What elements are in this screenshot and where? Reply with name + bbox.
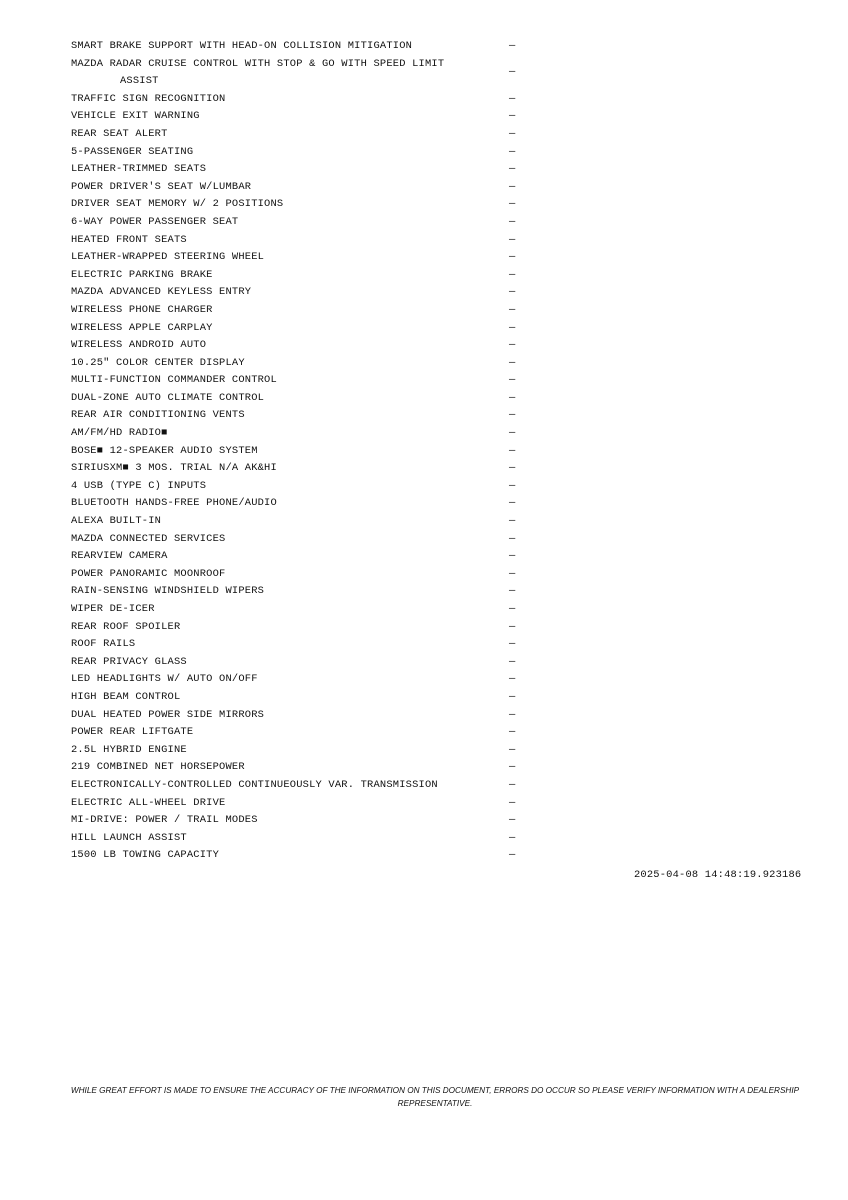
feature-label-text: MAZDA ADVANCED KEYLESS ENTRY [71, 286, 252, 299]
feature-label-text: ALEXA BUILT-IN [71, 515, 162, 528]
feature-row [71, 619, 521, 637]
feature-value: — [509, 268, 516, 281]
feature-label [71, 232, 491, 250]
feature-label-text: WIPER DE-ICER [71, 603, 155, 615]
feature-row [71, 812, 521, 830]
feature-value: — [509, 356, 516, 369]
feature-row [71, 601, 521, 619]
feature-label-text: POWER DRIVER'S SEAT W/LUMBAR [71, 180, 252, 193]
feature-label-text: REARVIEW CAMERA [71, 550, 168, 563]
feature-label [71, 161, 491, 179]
feature-value: — [509, 515, 516, 528]
feature-row [71, 355, 521, 373]
feature-label [71, 320, 491, 338]
feature-value: — [509, 655, 516, 668]
feature-row [71, 759, 521, 777]
feature-label-text: AM/FM/HD RADIO■ [71, 427, 168, 440]
feature-row [71, 478, 521, 496]
feature-row [71, 548, 521, 566]
feature-value: — [509, 66, 516, 79]
feature-value: — [509, 532, 516, 545]
feature-value: — [509, 814, 516, 827]
feature-label [71, 689, 491, 707]
feature-row [71, 777, 521, 795]
feature-label [71, 654, 491, 672]
feature-value: — [509, 831, 516, 844]
feature-value: — [509, 761, 516, 774]
feature-label [71, 513, 491, 531]
feature-label [71, 302, 491, 320]
feature-label [71, 548, 491, 566]
feature-label-text: POWER REAR LIFTGATE [71, 726, 194, 739]
feature-label [71, 126, 491, 144]
feature-row [71, 495, 521, 513]
feature-label-text: REAR ROOF SPOILER [71, 620, 181, 633]
feature-value: — [509, 40, 516, 52]
feature-label-text: MAZDA CONNECTED SERVICES [71, 532, 226, 545]
feature-label [71, 196, 491, 214]
feature-label-text: REAR SEAT ALERT [71, 127, 168, 140]
feature-label [71, 812, 491, 830]
feature-label [71, 443, 491, 461]
feature-label-text: 6-WAY POWER PASSENGER SEAT [71, 215, 239, 228]
feature-label [71, 583, 491, 601]
feature-value: — [509, 462, 516, 475]
feature-label-continuation: ASSIST [120, 75, 159, 88]
feature-label [71, 91, 491, 109]
feature-label-text: MULTI-FUNCTION COMMANDER CONTROL [71, 374, 277, 387]
feature-value: — [509, 444, 516, 457]
feature-label-text: 10.25" COLOR CENTER DISPLAY [71, 356, 245, 369]
feature-label [71, 179, 491, 197]
feature-label [71, 337, 491, 355]
feature-value: — [509, 638, 516, 651]
feature-value: — [509, 479, 516, 492]
feature-row [71, 38, 521, 56]
feature-label-text: 2.5L HYBRID ENGINE [71, 743, 187, 756]
feature-label [71, 531, 491, 549]
feature-row [71, 372, 521, 390]
feature-label-text: 219 COMBINED NET HORSEPOWER [71, 761, 245, 774]
feature-label [71, 566, 491, 584]
feature-value: — [509, 127, 516, 140]
feature-label [71, 742, 491, 760]
feature-value: — [509, 849, 516, 862]
feature-row [71, 320, 521, 338]
feature-label [71, 795, 491, 813]
feature-label [71, 619, 491, 637]
feature-label [71, 284, 491, 302]
feature-label [71, 601, 491, 619]
feature-label-text: DRIVER SEAT MEMORY W/ 2 POSITIONS [71, 198, 284, 211]
feature-row [71, 407, 521, 425]
feature-label [71, 495, 491, 513]
feature-value: — [509, 180, 516, 193]
feature-value: — [509, 286, 516, 299]
feature-row [71, 689, 521, 707]
feature-label [71, 460, 491, 478]
feature-value: — [509, 603, 516, 615]
feature-value: — [509, 567, 516, 580]
feature-label-text: BOSE■ 12-SPEAKER AUDIO SYSTEM [71, 444, 258, 457]
feature-label [71, 390, 491, 408]
feature-row [71, 161, 521, 179]
feature-value: — [509, 708, 516, 721]
feature-label-text: ROOF RAILS [71, 638, 136, 651]
feature-row [71, 830, 521, 848]
feature-value: — [509, 110, 516, 123]
feature-label-text: HILL LAUNCH ASSIST [71, 831, 187, 844]
feature-label-text: WIRELESS APPLE CARPLAY [71, 321, 213, 334]
feature-row [71, 179, 521, 197]
feature-row [71, 583, 521, 601]
feature-label [71, 759, 491, 777]
feature-label-text: 1500 LB TOWING CAPACITY [71, 849, 220, 862]
feature-row [71, 232, 521, 250]
feature-label-text: WIRELESS ANDROID AUTO [71, 339, 207, 352]
feature-label [71, 707, 491, 725]
feature-label-text: RAIN-SENSING WINDSHIELD WIPERS [71, 585, 265, 598]
feature-label [71, 425, 491, 443]
feature-value: — [509, 92, 516, 105]
feature-value: — [509, 673, 516, 686]
feature-value: — [509, 427, 516, 440]
feature-row [71, 91, 521, 109]
feature-value: — [509, 726, 516, 739]
feature-label-text: ELECTRONICALLY-CONTROLLED CONTINUEOUSLY VAR. TRANSMISSION [71, 778, 438, 791]
feature-value: — [509, 497, 516, 510]
feature-value: — [509, 690, 516, 703]
feature-label-text: LEATHER-TRIMMED SEATS [71, 163, 207, 176]
feature-label-text: LEATHER-WRAPPED STEERING WHEEL [71, 251, 265, 264]
feature-row [71, 671, 521, 689]
feature-row [71, 513, 521, 531]
feature-label [71, 144, 491, 162]
feature-row [71, 144, 521, 162]
feature-label [71, 724, 491, 742]
feature-label-text: BLUETOOTH HANDS-FREE PHONE/AUDIO [71, 497, 277, 510]
feature-label [71, 267, 491, 285]
feature-row [71, 847, 521, 865]
feature-label [71, 56, 491, 91]
feature-label-text: MAZDA RADAR CRUISE CONTROL WITH STOP & GO WITH SPEED LIMIT [71, 57, 445, 70]
feature-row [71, 249, 521, 267]
feature-label-text: VEHICLE EXIT WARNING [71, 110, 200, 123]
feature-label-text: REAR AIR CONDITIONING VENTS [71, 409, 245, 422]
feature-row [71, 267, 521, 285]
feature-label [71, 636, 491, 654]
feature-label [71, 407, 491, 425]
feature-value: — [509, 796, 516, 809]
feature-value: — [509, 550, 516, 563]
feature-row [71, 126, 521, 144]
disclaimer-footer: WHILE GREAT EFFORT IS MADE TO ENSURE THE ACCURACY OF THE INFORMATION ON THIS DOCUMENT, ERRORS DO OCCUR SO PLEASE VERIFY INFORMATION WITH A DEALERSHIP REPRESENTATIVE. [70, 1086, 800, 1108]
feature-value: — [509, 743, 516, 756]
print-timestamp: 2025-04-08 14:48:19.923186 [634, 869, 802, 881]
feature-label [71, 847, 491, 865]
feature-row [71, 654, 521, 672]
feature-row [71, 724, 521, 742]
feature-label-text: POWER PANORAMIC MOONROOF [71, 567, 226, 580]
feature-label-text: MI-DRIVE: POWER / TRAIL MODES [71, 814, 258, 827]
feature-value: — [509, 251, 516, 264]
feature-row [71, 443, 521, 461]
feature-label-text: ELECTRIC PARKING BRAKE [71, 268, 213, 281]
feature-label-text: HIGH BEAM CONTROL [71, 690, 181, 703]
feature-label [71, 777, 491, 795]
feature-value: — [509, 391, 516, 404]
feature-label [71, 249, 491, 267]
feature-row [71, 196, 521, 214]
feature-row [71, 56, 521, 91]
feature-label [71, 38, 491, 56]
feature-value: — [509, 303, 516, 316]
feature-label [71, 108, 491, 126]
feature-row [71, 302, 521, 320]
feature-label-text: REAR PRIVACY GLASS [71, 655, 187, 668]
feature-row [71, 707, 521, 725]
feature-value: — [509, 620, 516, 633]
feature-value: — [509, 163, 516, 176]
feature-label-text: WIRELESS PHONE CHARGER [71, 303, 213, 316]
feature-label-text: 4 USB (TYPE C) INPUTS [71, 479, 207, 492]
feature-value: — [509, 585, 516, 598]
feature-label-text: 5-PASSENGER SEATING [71, 145, 194, 158]
feature-label-text: ELECTRIC ALL-WHEEL DRIVE [71, 796, 226, 809]
feature-label [71, 214, 491, 232]
feature-list [71, 38, 521, 865]
feature-label [71, 478, 491, 496]
feature-row [71, 214, 521, 232]
feature-value: — [509, 198, 516, 211]
feature-row [71, 566, 521, 584]
feature-row [71, 531, 521, 549]
feature-label-text: DUAL HEATED POWER SIDE MIRRORS [71, 708, 265, 721]
feature-row [71, 337, 521, 355]
feature-label [71, 355, 491, 373]
feature-label-text: SIRIUSXM■ 3 MOS. TRIAL N/A AK&HI [71, 462, 277, 475]
feature-value: — [509, 409, 516, 422]
feature-label-text: TRAFFIC SIGN RECOGNITION [71, 92, 226, 105]
feature-row [71, 390, 521, 408]
feature-value: — [509, 215, 516, 228]
feature-label [71, 671, 491, 689]
feature-row [71, 795, 521, 813]
feature-value: — [509, 339, 516, 352]
feature-row [71, 742, 521, 760]
feature-row [71, 636, 521, 654]
feature-row [71, 284, 521, 302]
feature-label-text: DUAL-ZONE AUTO CLIMATE CONTROL [71, 391, 265, 404]
feature-value: — [509, 321, 516, 334]
feature-value: — [509, 374, 516, 387]
feature-label [71, 372, 491, 390]
feature-label-text: SMART BRAKE SUPPORT WITH HEAD-ON COLLISION MITIGATION [71, 40, 413, 52]
feature-label [71, 830, 491, 848]
feature-row [71, 460, 521, 478]
feature-row [71, 108, 521, 126]
feature-value: — [509, 233, 516, 246]
feature-label-text: LED HEADLIGHTS W/ AUTO ON/OFF [71, 673, 258, 686]
feature-row [71, 425, 521, 443]
feature-value: — [509, 145, 516, 158]
feature-value: — [509, 778, 516, 791]
feature-label-text: HEATED FRONT SEATS [71, 233, 187, 246]
